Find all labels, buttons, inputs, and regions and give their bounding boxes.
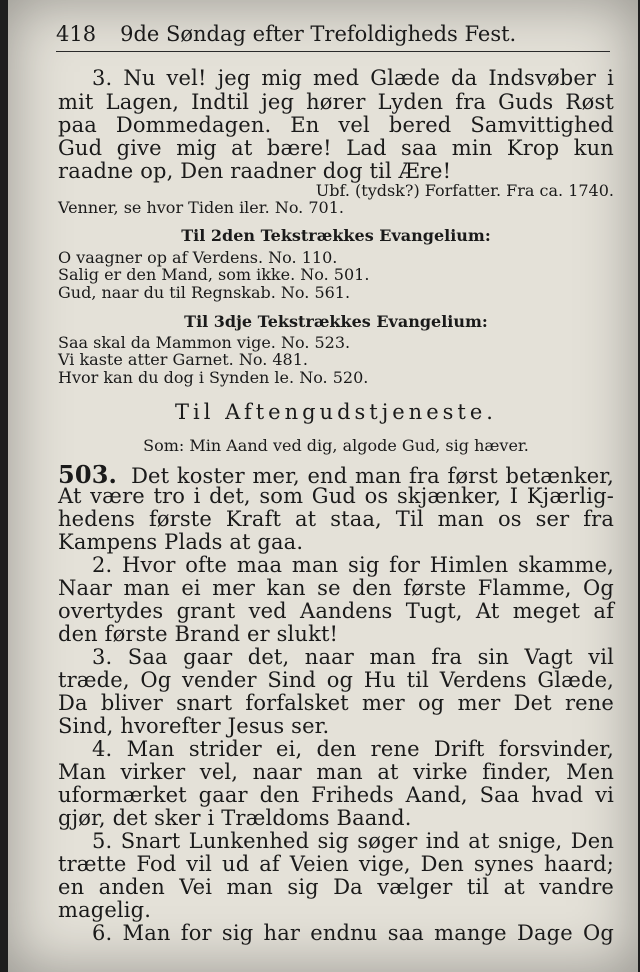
verse-line: 2. Hvor ofte maa man sig for Himlen skamme, [92,553,614,577]
section-title: Til Aftengudstjeneste. [175,400,497,424]
book-page [8,0,638,972]
running-title: 9de Søndag efter Trefoldigheds Fest. [120,22,517,46]
verse-line: Kampens Plads at gaa. [58,530,304,554]
section-heading: Til 3dje Tekstrækkes Evangelium: [184,312,488,331]
hymn-reference: Gud, naar du til Regnskab. No. 561. [58,283,351,302]
verse-line: gjør, det sker i Trældoms Baand. [58,806,412,830]
verse-line: 5. Snart Lunkenhed sig søger ind at snige, Den [92,829,614,853]
verse-line: 3. Saa gaar det, naar man fra sin Vagt vil [92,645,614,669]
hymn-reference: O vaagner op af Verdens. No. 110. [58,248,338,267]
verse-line: hedens første Kraft at staa, Til man os ser fra [58,507,614,531]
hymn-reference: Venner, se hvor Tiden iler. No. 701. [58,198,344,217]
verse-line: raadne op, Den raadner dog til Ære! [58,159,452,183]
verse-line: At være tro i det, som Gud os skjænker, I Kjærlig- [58,484,614,508]
hymn-reference: Saa skal da Mammon vige. No. 523. [58,333,351,352]
verse-line: den første Brand er slukt! [58,622,339,646]
verse-line: overtydes grant ved Aandens Tugt, At meget af [58,599,614,623]
verse-line: Sind, hvorefter Jesus ser. [58,714,330,738]
verse-line: Det koster mer, end man fra først betænker, [131,464,614,488]
hymn-number: 503. [58,460,118,489]
verse-line: mit Lagen, Indtil jeg hører Lyden fra Guds Røst [58,90,614,114]
verse-line: Naar man ei mer kan se den første Flamme, Og [58,576,614,600]
author-attribution: Ubf. (tydsk?) Forfatter. Fra ca. 1740. [315,181,614,200]
section-heading: Til 2den Tekstrækkes Evangelium: [181,226,491,245]
hymn-reference: Vi kaste atter Garnet. No. 481. [58,350,308,369]
verse-line: 3. Nu vel! jeg mig med Glæde da Indsvøber i [92,66,614,90]
hymn-reference: Salig er den Mand, som ikke. No. 501. [58,265,370,284]
verse-line: træde, Og vender Sind og Hu til Verdens Glæde, [58,668,614,692]
page-header [56,22,610,52]
verse-line: trætte Fod vil ud af Veien vige, Den synes haard; [58,852,614,876]
verse-line: 6. Man for sig har endnu saa mange Dage Og [92,921,614,945]
hymn-reference: Hvor kan du dog i Synden le. No. 520. [58,368,369,387]
verse-line: magelig. [58,898,152,922]
verse-line: 4. Man strider ei, den rene Drift forsvinder, [92,737,614,761]
verse-line: en anden Vei man sig Da vælger til at vandre [58,875,614,899]
verse-line: Da bliver snart forfalsket mer og mer Det rene [58,691,614,715]
verse-line: Man virker vel, naar man at virke finder, Men [58,760,614,784]
page-number: 418 [56,22,97,46]
verse-line: uformærket gaar den Friheds Aand, Saa hvad vi [58,783,614,807]
melody-note: Som: Min Aand ved dig, algode Gud, sig hæver. [143,436,529,455]
verse-line: paa Dommedagen. En vel bered Samvittighed [58,113,614,137]
verse-line: Gud give mig at bære! Lad saa min Krop kun [58,136,614,160]
